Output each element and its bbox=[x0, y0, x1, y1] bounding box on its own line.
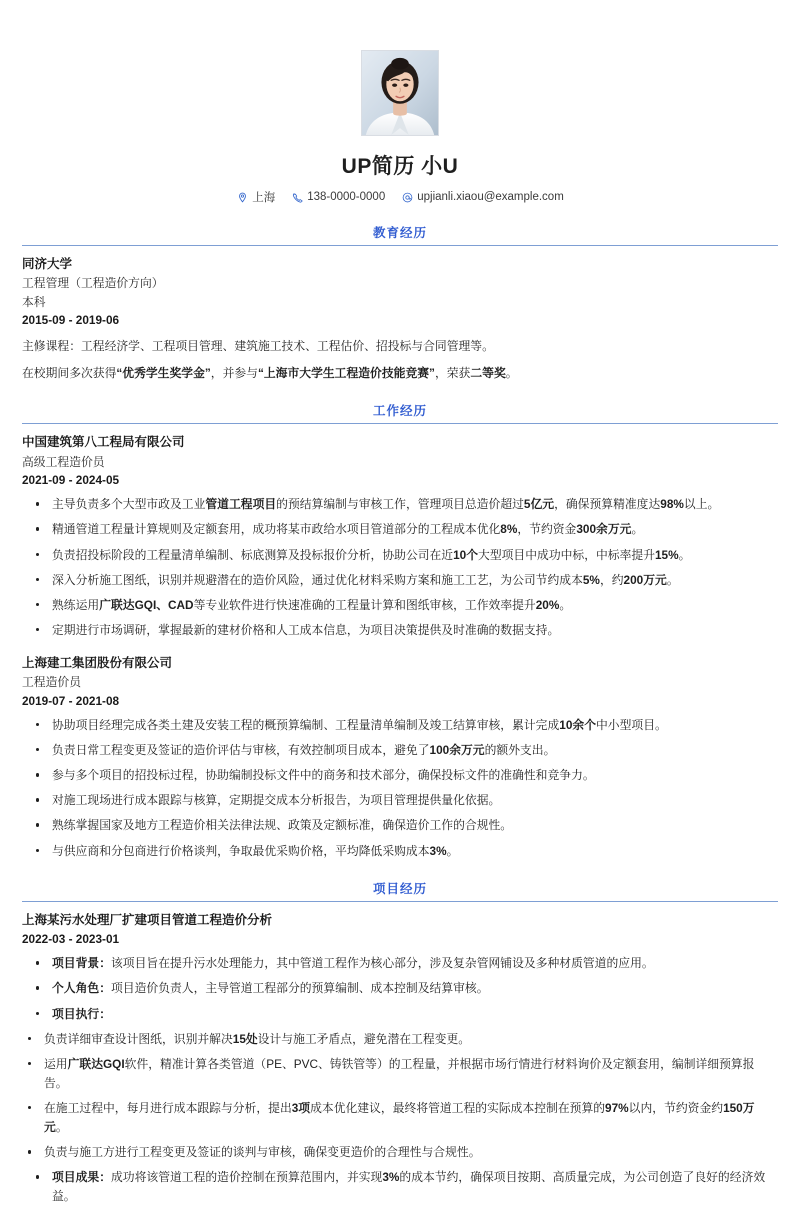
bullet-item: 个人角色：项目造价负责人，主导管道工程部分的预算编制、成本控制及结算审核。 bbox=[22, 979, 778, 998]
entry-date-range: 2022-03 - 2023-01 bbox=[22, 932, 120, 946]
bullet-item: 熟练运用广联达GQI、CAD等专业软件进行快速准确的工程量计算和图纸审核，工作效率提升20%。 bbox=[22, 596, 778, 615]
bullet-item: 项目背景：该项目旨在提升污水处理能力，其中管道工程作为核心部分，涉及复杂管网铺设及多种材质管道的应用。 bbox=[22, 954, 778, 973]
bullet-item: 精通管道工程量计算规则及定额套用，成功将某市政给水项目管道部分的工程成本优化8%，节约资金300余万元。 bbox=[22, 520, 778, 539]
entry-bullet-list bbox=[22, 716, 778, 861]
bullet-item: 负责招投标阶段的工程量清单编制、标底测算及投标报价分析，协助公司在近10个大型项目中成功中标，中标率提升15%。 bbox=[22, 546, 778, 565]
bullet-item: 与供应商和分包商进行价格谈判，争取最优采购价格，平均降低采购成本3%。 bbox=[22, 842, 778, 861]
section-education bbox=[22, 223, 778, 383]
bullet-item: 深入分析施工图纸，识别并规避潜在的造价风险，通过优化材料采购方案和施工工艺，为公司节约成本5%，约200万元。 bbox=[22, 571, 778, 590]
entry-subtitle: 高级工程造价员 bbox=[22, 454, 105, 469]
entry-organization: 上海建工集团股份有限公司 bbox=[22, 656, 173, 671]
entry-degree: 本科 bbox=[22, 294, 46, 309]
bullet-item: 熟练掌握国家及地方工程造价相关法律法规、政策及定额标准，确保造价工作的合规性。 bbox=[22, 816, 778, 835]
section-title-project: 项目经历 bbox=[372, 881, 427, 896]
bullet-item: 对施工现场进行成本跟踪与核算，定期提交成本分析报告，为项目管理提供量化依据。 bbox=[22, 791, 778, 810]
entry bbox=[22, 255, 778, 383]
contact-location-value: 上海 bbox=[252, 192, 276, 204]
section-divider bbox=[22, 901, 778, 902]
email-at-icon bbox=[401, 191, 413, 203]
bullet-item: 主导负责多个大型市政及工业管道工程项目的预结算编制与审核工作，管理项目总造价超过5亿元，确保预算精准度达98%以上。 bbox=[22, 495, 778, 514]
bullet-item: 协助项目经理完成各类土建及安装工程的概预算编制、工程量清单编制及竣工结算审核，累计完成10余个中小型项目。 bbox=[22, 716, 778, 735]
entry-bullet-list bbox=[22, 1168, 778, 1206]
contact-phone bbox=[291, 191, 385, 203]
entry-date-range: 2021-09 - 2024-05 bbox=[22, 473, 120, 488]
resume-sections bbox=[22, 223, 778, 1206]
profile-photo-icon bbox=[362, 51, 438, 135]
entry-date-range: 2015-09 - 2019-06 bbox=[22, 312, 120, 327]
contact-bar bbox=[22, 189, 778, 205]
entry-sub-bullet-list bbox=[22, 1030, 778, 1163]
entry-organization: 同济大学 bbox=[22, 257, 73, 271]
sub-bullet-item: 在施工过程中，每月进行成本跟踪与分析，提出3项成本优化建议，最终将管道工程的实际成本控制在预算的97%以内，节约资金约150万元。 bbox=[22, 1099, 778, 1137]
sub-bullet-item: 负责详细审查设计图纸，识别并解决15处设计与施工矛盾点，避免潜在工程变更。 bbox=[22, 1030, 778, 1049]
bullet-item: 项目执行： bbox=[22, 1005, 778, 1024]
entry-date-range: 2019-07 - 2021-08 bbox=[22, 693, 120, 708]
entry-bullet-list bbox=[22, 954, 778, 1023]
phone-icon bbox=[291, 191, 303, 203]
sub-bullet-item: 负责与施工方进行工程变更及签证的谈判与审核，确保变更造价的合理性与合规性。 bbox=[22, 1143, 778, 1162]
contact-email-value: upjianli.xiaou@example.com bbox=[417, 191, 564, 203]
entry-bullet-list bbox=[22, 495, 778, 640]
contact-location bbox=[236, 189, 275, 205]
contact-email bbox=[401, 191, 564, 203]
avatar bbox=[361, 50, 439, 136]
entry-organization: 中国建筑第八工程局有限公司 bbox=[22, 435, 185, 450]
location-pin-icon bbox=[236, 191, 248, 203]
page-title: UP简历 小U bbox=[341, 155, 459, 178]
section-title-education: 教育经历 bbox=[372, 226, 427, 240]
resume-header bbox=[22, 0, 778, 205]
bullet-item: 负责日常工程变更及签证的造价评估与审核，有效控制项目成本，避免了100余万元的额外支出。 bbox=[22, 741, 778, 760]
section-divider bbox=[22, 245, 778, 246]
bullet-item: 定期进行市场调研，掌握最新的建材价格和人工成本信息，为项目决策提供及时准确的数据支持。 bbox=[22, 621, 778, 640]
entry-paragraph: 在校期间多次获得“优秀学生奖学金”，并参与“上海市大学生工程造价技能竞赛”，荣获二等奖。 bbox=[22, 366, 518, 381]
entry-paragraph: 主修课程：工程经济学、工程项目管理、建筑施工技术、工程估价、招投标与合同管理等。 bbox=[22, 339, 494, 354]
section-title-work: 工作经历 bbox=[372, 404, 427, 419]
entry bbox=[22, 433, 778, 640]
bullet-item: 参与多个项目的招投标过程，协助编制投标文件中的商务和技术部分，确保投标文件的准确性和竞争力。 bbox=[22, 766, 778, 785]
bullet-item: 项目成果：成功将该管道工程的造价控制在预算范围内，并实现3%的成本节约，确保项目按期、高质量完成，为公司创造了良好的经济效益。 bbox=[22, 1168, 778, 1206]
section-divider bbox=[22, 423, 778, 424]
entry-organization: 上海某污水处理厂扩建项目管道工程造价分析 bbox=[22, 912, 273, 927]
entry-subtitle: 工程造价员 bbox=[22, 675, 81, 690]
entry bbox=[22, 654, 778, 861]
entry bbox=[22, 911, 778, 1207]
contact-phone-value: 138-0000-0000 bbox=[307, 191, 386, 203]
section-work bbox=[22, 401, 778, 860]
sub-bullet-item: 运用广联达GQI软件，精准计算各类管道（PE、PVC、铸铁管等）的工程量，并根据市场行情进行材料询价及定额套用，编制详细预算报告。 bbox=[22, 1055, 778, 1093]
entry-subtitle: 工程管理（工程造价方向） bbox=[22, 276, 164, 291]
section-project bbox=[22, 879, 778, 1207]
